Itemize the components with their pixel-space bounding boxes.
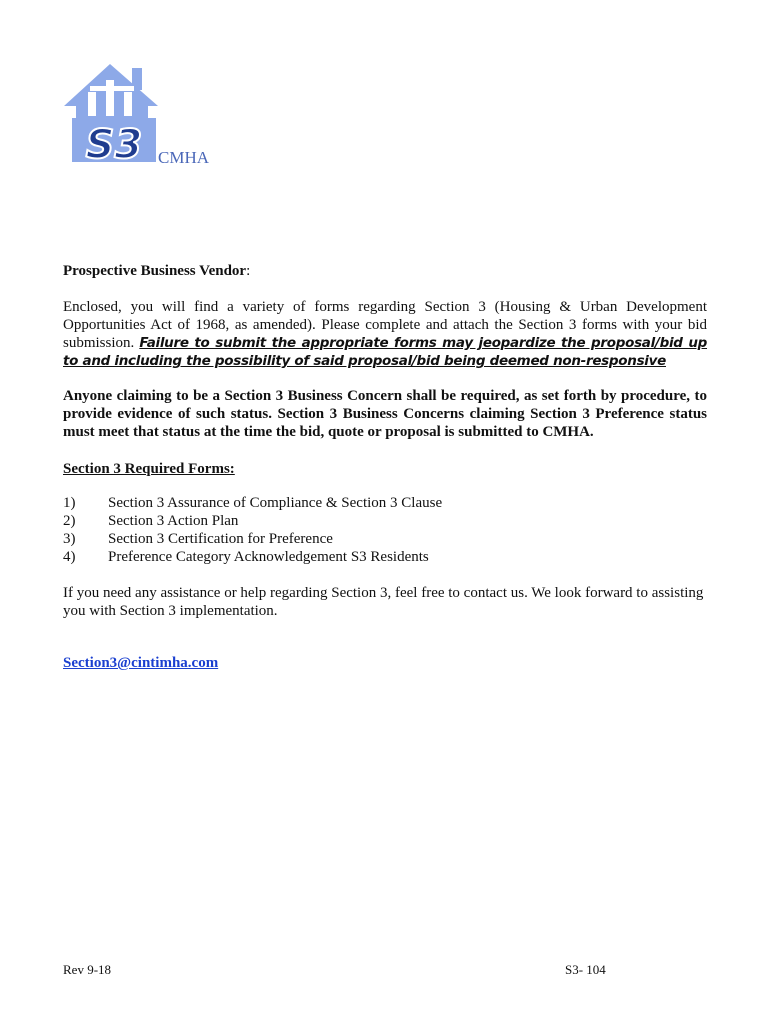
list-item-number: 2): [63, 513, 76, 529]
list-item-number: 1): [63, 495, 76, 511]
footer-revision: Rev 9-18: [63, 962, 112, 977]
org-name: CMHA: [158, 148, 210, 167]
forms-heading: Section 3 Required Forms:: [63, 461, 235, 477]
list-item: [63, 512, 703, 530]
list-item-number: 3): [63, 531, 76, 547]
greeting: [63, 262, 707, 280]
list-item: [63, 548, 703, 566]
footer-form-number: S3- 104: [565, 962, 606, 977]
warning-text: Failure to submit the appropriate forms may jeopardize the proposal/bid up to and including the possibility of said proposal/bid being deemed non-responsive: [63, 335, 708, 369]
list-item: [63, 530, 703, 548]
notice-paragraph: Anyone claiming to be a Section 3 Business Concern shall be required, as set forth by procedure, to provide evidence of such status. Section 3 Business Concerns claiming Section 3 Preference status must meet that status at the time the bid, quote or proposal is submitted to CMHA.: [63, 388, 707, 440]
forms-list: [63, 494, 703, 566]
house-icon: [62, 62, 162, 166]
greeting-punct: :: [246, 263, 251, 279]
list-item-label: Preference Category Acknowledgement S3 Residents: [108, 549, 429, 565]
email-link[interactable]: Section3@cintimha.com: [63, 655, 219, 671]
logo-text: S3: [85, 122, 143, 166]
intro-paragraph: [63, 298, 707, 370]
list-item: [63, 494, 703, 512]
closing-paragraph: If you need any assistance or help regarding Section 3, feel free to contact us. We look forward to assisting you with Section 3 implementation.: [63, 585, 704, 619]
greeting-label: Prospective Business Vendor: [63, 263, 247, 279]
list-item-label: Section 3 Assurance of Compliance & Section 3 Clause: [108, 495, 443, 511]
list-item-number: 4): [63, 549, 76, 565]
list-item-label: Section 3 Action Plan: [108, 513, 239, 529]
list-item-label: Section 3 Certification for Preference: [108, 531, 333, 547]
intro-text: Enclosed, you will find a variety of forms regarding Section 3 (Housing & Urban Development Opportunities Act of 1968, as amended). Please complete and attach the Section 3 forms with your bid submission.: [63, 299, 707, 351]
